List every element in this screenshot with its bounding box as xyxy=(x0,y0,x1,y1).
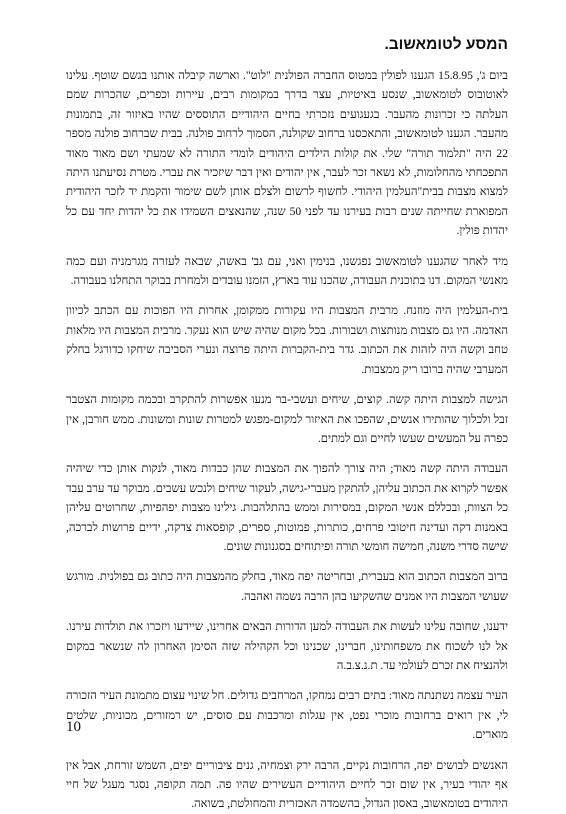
page-title: המסע לטומאשוב. xyxy=(384,36,508,53)
paragraph-1: ביום ג', 15.8.95 הגענו לפולין במטוס החברה הפולנית "לוט". וארשה קיבלה אותנו בגשם שוטף. עלינו לאוטובוס לטומאשוב, שנסע באיטיות, עצר בדרך במקומות רבים, עיירות וכפרים, שהכרות שמם העלתה כי זכרונות מהעבר. בגעגועים נזכרתי בחיים היהודיים התוססים שהיו באיזור זה, בתמונות מהעבר. הגענו לטומאשוב, והתאכסנו ברחוב שקולנה, הסמוך לרחוב פולנה. בבית שברחוב פולנה מספר 22 היה "תלמוד תורה" שלי. את קולות הילדים היהודים לומדי התורה לא שמעתי ושם מאוד מאוד התפכחתי מהחלומות, לא נשאר זכר לעבר, אין יהודים ואין דבר שיזכיר את עברי. מטרת נסיעתנו היתה למצוא מצבות בבית"העלמין היהודי. לחשוף לרשום ולצלם אותן לשם שימור והקמת יד לזכר היהודית המפוארת שחייתה שנים רבות בעירנו עד לפני 50 שנה, שהנאצים השמידו את כל יהדות יחד עם כל יהדות פולין. xyxy=(66,69,508,238)
paragraph-6: ברוב המצבות הכתוב הוא בעברית, ובחריטה יפה מאוד, בחלק מהמצבות היה כתוב גם בפולנית. מורגש שעושי המצבות היו אמנים שהשקיעו בהן הרבה נשמה ואהבה. xyxy=(66,570,508,603)
paragraph-8: העיר עצמה נשתנתה מאוד: בתים רבים נמחקו, המרחבים גדולים. חל שינוי עצום מתמונת העיר הזכורה לי, אין רואים ברחובות מוכרי נפט, אין עגלות ומרכבות עם סוסים, יש רמזורים, מכוניות, שלטים מוארים. xyxy=(66,689,508,742)
paragraph-3: בית-העלמין היה מוזנח. מרבית המצבות היו עקורות ממקומן, אחרות היו הפוכות עם הכתב לכיוון האדמה. היו גם מצבות מנותצות ושבורות. בכל מקום שהיה שיש הוא נעקר. מרבית המצבות היו מלאות טחב וקשה היה לזהות את הכתוב. גדר בית-הקברות היתה פרוצה ונערי הסביבה שיחקו כדורגל בחלק המערבי שהיה ברובו ריק ממצבות. xyxy=(66,304,508,376)
page-number: 10 xyxy=(66,719,81,735)
paragraph-5: העבודה היתה קשה מאוד; היה צורך להפוך את המצבות שהן כבדות מאוד, לנקות אותן כדי שיהיה אפשר לקרוא את הכתוב עליהן, להתקין מעברי-גישה, לעקור שיחים ולנכש עשבים. מבוקר עד ערב עבד כל הצוות, ובכללם אנשי המקום, במסירות וממש בהתלהבות. גילינו מצבות יפהפיות, שחרוטים עליהן באמנות דקה ועדינה חיטובי פרחים, כותרות, פמוטות, ספרים, קופסאות צדקה, ידיים פרושות לברכה, שישה סדרי משנה, חמישה חומשי תורה ופיתוחים בסגנונות שונים. xyxy=(66,462,508,553)
paragraph-2: מיד לאחר שהגענו לטומאשוב נפגשנו, בנימין ואני, עם גב' באשה, שבאה לעזרה מגרמניה ועם כמה מאנשי המקום. דנו בתוכנית העבודה, שהכנו עוד בארץ, הזמנו עובדים ולמחרת בבוקר התחלנו בעבודה. xyxy=(66,254,508,288)
paragraph-4: הגישה למצבות היתה קשה. קוצים, שיחים ועשבי-בר מנעו אפשרות להתקרב ובכמה מקומות הצטבר זבל ולכלוך שהותירו אנשים, שהפכו את האיזור למקום-מפגש למטרות שונות ומשונות. ממש חורבן, אין כפרה על המעשים שעשו לחיים וגם למתים. xyxy=(66,393,508,445)
paragraph-9: האנשים לבושים יפה, הרחובות נקיים, הרבה ירק וצמחיה, גנים ציבוריים יפים, השמש זורחת, אבל אין אף יהודי בעיר, אין שום זכר לחיים היהודיים העשירים שהיו פה. תמה תקופה, נסגר מעגל של חיי היהודים בטומאשוב, באסון הגדול, בהשמדה האכזרית והמחולטת, בשואה. xyxy=(66,758,508,811)
paragraph-7: ידענו, שחובה עלינו לעשות את העבודה למען הדורות הבאים אחרינו, שיידעו ויזכרו את תולדות עירנו. אל לנו לשכוח את משפחותינו, חברינו, שכנינו וכל הקהילה שזה הסימן האחרון לה שנשאר במקום ולהנציח את זכרם לעולמי עד. ת.נ.צ.ב.ה xyxy=(66,620,508,672)
